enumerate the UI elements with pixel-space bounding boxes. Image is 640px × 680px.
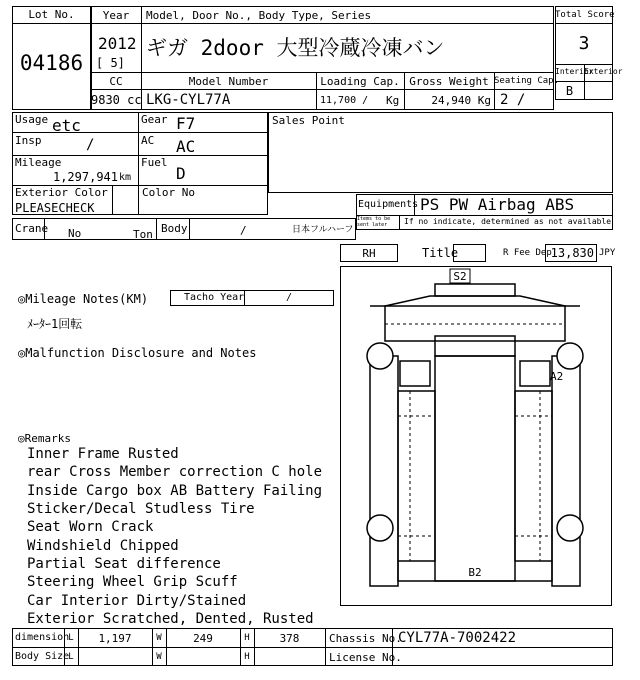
year-sub: [ 5] — [96, 56, 125, 70]
title-label: Title — [422, 246, 459, 260]
length-label: L — [68, 633, 74, 643]
body-height-label: H — [244, 652, 250, 662]
sales-point-label: Sales Point — [272, 114, 345, 127]
usage-label: Usage — [15, 113, 49, 126]
exterior-color-label: Exterior Color — [15, 186, 108, 199]
gross-weight-label: Gross Weight — [409, 75, 489, 88]
equipment-small-note: Items to be sent later — [357, 216, 391, 228]
mileage-note: ﾒｰﾀｰ1回転 — [27, 317, 83, 331]
right-side — [552, 356, 580, 586]
width-label: W — [156, 633, 162, 643]
remark-line: Steering Wheel Grip Scuff — [27, 574, 238, 590]
year-value: 2012 — [98, 34, 137, 53]
steering-value: RH — [362, 247, 376, 260]
rear-right-wheel — [557, 515, 583, 541]
remark-line: Exterior Scratched, Dented, Rusted — [27, 611, 314, 627]
remark-line: Car Interior Dirty/Stained — [27, 593, 247, 609]
fuel-value: D — [176, 164, 186, 183]
roof-outline — [435, 284, 515, 296]
width-value: 249 — [193, 632, 213, 645]
gross-weight-value: 24,940 Kg — [431, 94, 491, 107]
left-window — [400, 361, 430, 386]
body-size-label: Body Size — [15, 651, 70, 662]
tacho-value: / — [286, 292, 293, 303]
cargo-box — [435, 356, 515, 581]
loading-cap-value: 11,700 / — [320, 95, 369, 106]
remark-line: Partial Seat difference — [27, 556, 221, 572]
remark-line: Sticker/Decal Studless Tire — [27, 501, 255, 517]
model-label: Model, Door No., Body Type, Series — [146, 9, 372, 22]
rfee-value: 13,830 — [550, 246, 594, 260]
mark-s2: S2 — [453, 270, 467, 283]
loading-cap-unit: Kg — [386, 94, 400, 107]
tacho-label: Tacho Year — [184, 292, 245, 303]
rfee-label: R Fee Dep. — [503, 248, 558, 258]
insp-value: / — [86, 137, 95, 153]
ac-value: AC — [176, 137, 196, 156]
lot-label: Lot No. — [28, 8, 75, 21]
total-score-label: Total Score — [555, 10, 615, 20]
height-label: H — [244, 633, 250, 643]
usage-value: etc — [52, 116, 81, 135]
seating-cap-label: Seating Cap. — [494, 76, 560, 86]
left-side — [370, 356, 398, 586]
body-type-value: 日本フルハーフ — [292, 225, 354, 235]
truck-diagram — [340, 266, 612, 606]
gear-label: Gear — [141, 113, 168, 126]
equipments-label: Equipments — [358, 199, 419, 210]
gear-value: F7 — [176, 114, 196, 133]
mark-a2: A2 — [550, 370, 564, 383]
exterior-label: Exterior — [584, 67, 623, 76]
body-width-label: W — [156, 652, 162, 662]
front-right-wheel — [557, 343, 583, 369]
loading-cap-label: Loading Cap. — [320, 75, 400, 88]
remarks-label: ◎Remarks — [18, 432, 71, 445]
cab-roof — [385, 296, 565, 306]
remark-line: Inner Frame Rusted — [27, 446, 179, 462]
year-label: Year — [102, 9, 130, 22]
cc-value: 9830 cc — [91, 93, 142, 107]
equipment-note: If no indicate, determined as not available — [404, 217, 612, 226]
remark-line: Windshield Chipped — [27, 538, 179, 554]
cc-label: CC — [109, 75, 123, 88]
remark-line: Inside Cargo box AB Battery Failing — [27, 483, 323, 499]
model-description: ギガ 2door 大型冷蔵冷凍バン — [146, 36, 445, 60]
mileage-value: 1,297,941 — [52, 170, 118, 184]
ac-label: AC — [141, 134, 155, 147]
rear-left-wheel — [367, 515, 393, 541]
body-label: Body — [161, 222, 188, 235]
color-no-label: Color No — [142, 186, 195, 199]
dimension-label: dimension — [15, 632, 70, 643]
crane-label: Crane — [15, 222, 49, 235]
rfee-unit: JPY — [599, 248, 616, 258]
seating-cap-value: 2 / — [500, 92, 526, 108]
insp-label: Insp — [15, 134, 42, 147]
mileage-unit: km — [119, 172, 132, 183]
interior-label: Interior — [555, 67, 594, 76]
windshield — [435, 336, 515, 356]
crane-value: No — [68, 227, 82, 240]
chassis-label: Chassis No. — [329, 632, 402, 645]
title-box — [453, 244, 486, 262]
chassis-value: CYL77A-7002422 — [398, 630, 517, 646]
length-value: 1,197 — [98, 632, 132, 645]
model-number-value: LKG-CYL77A — [146, 92, 231, 108]
mileage-notes-label: ◎Mileage Notes(KM) — [18, 292, 149, 306]
lot-number: 04186 — [19, 51, 84, 75]
interior-grade: B — [565, 84, 574, 98]
mileage-label: Mileage — [15, 156, 62, 169]
fuel-label: Fuel — [141, 156, 168, 169]
license-label: License No. — [329, 651, 402, 664]
front-left-wheel — [367, 343, 393, 369]
equipments-value: PS PW Airbag ABS — [420, 195, 575, 214]
remark-line: rear Cross Member correction C hole — [27, 464, 323, 480]
body-length-label: L — [68, 652, 74, 662]
crane-unit: Ton — [133, 228, 153, 241]
body-value: / — [240, 224, 247, 237]
total-score-value: 3 — [578, 33, 590, 54]
mark-b2: B2 — [468, 566, 482, 579]
right-window — [520, 361, 550, 386]
malfunction-label: ◎Malfunction Disclosure and Notes — [18, 346, 257, 360]
remark-line: Seat Worn Crack — [27, 519, 154, 535]
model-number-label: Model Number — [188, 75, 269, 88]
exterior-color-value: PLEASECHECK — [15, 201, 95, 215]
height-value: 378 — [279, 632, 300, 645]
